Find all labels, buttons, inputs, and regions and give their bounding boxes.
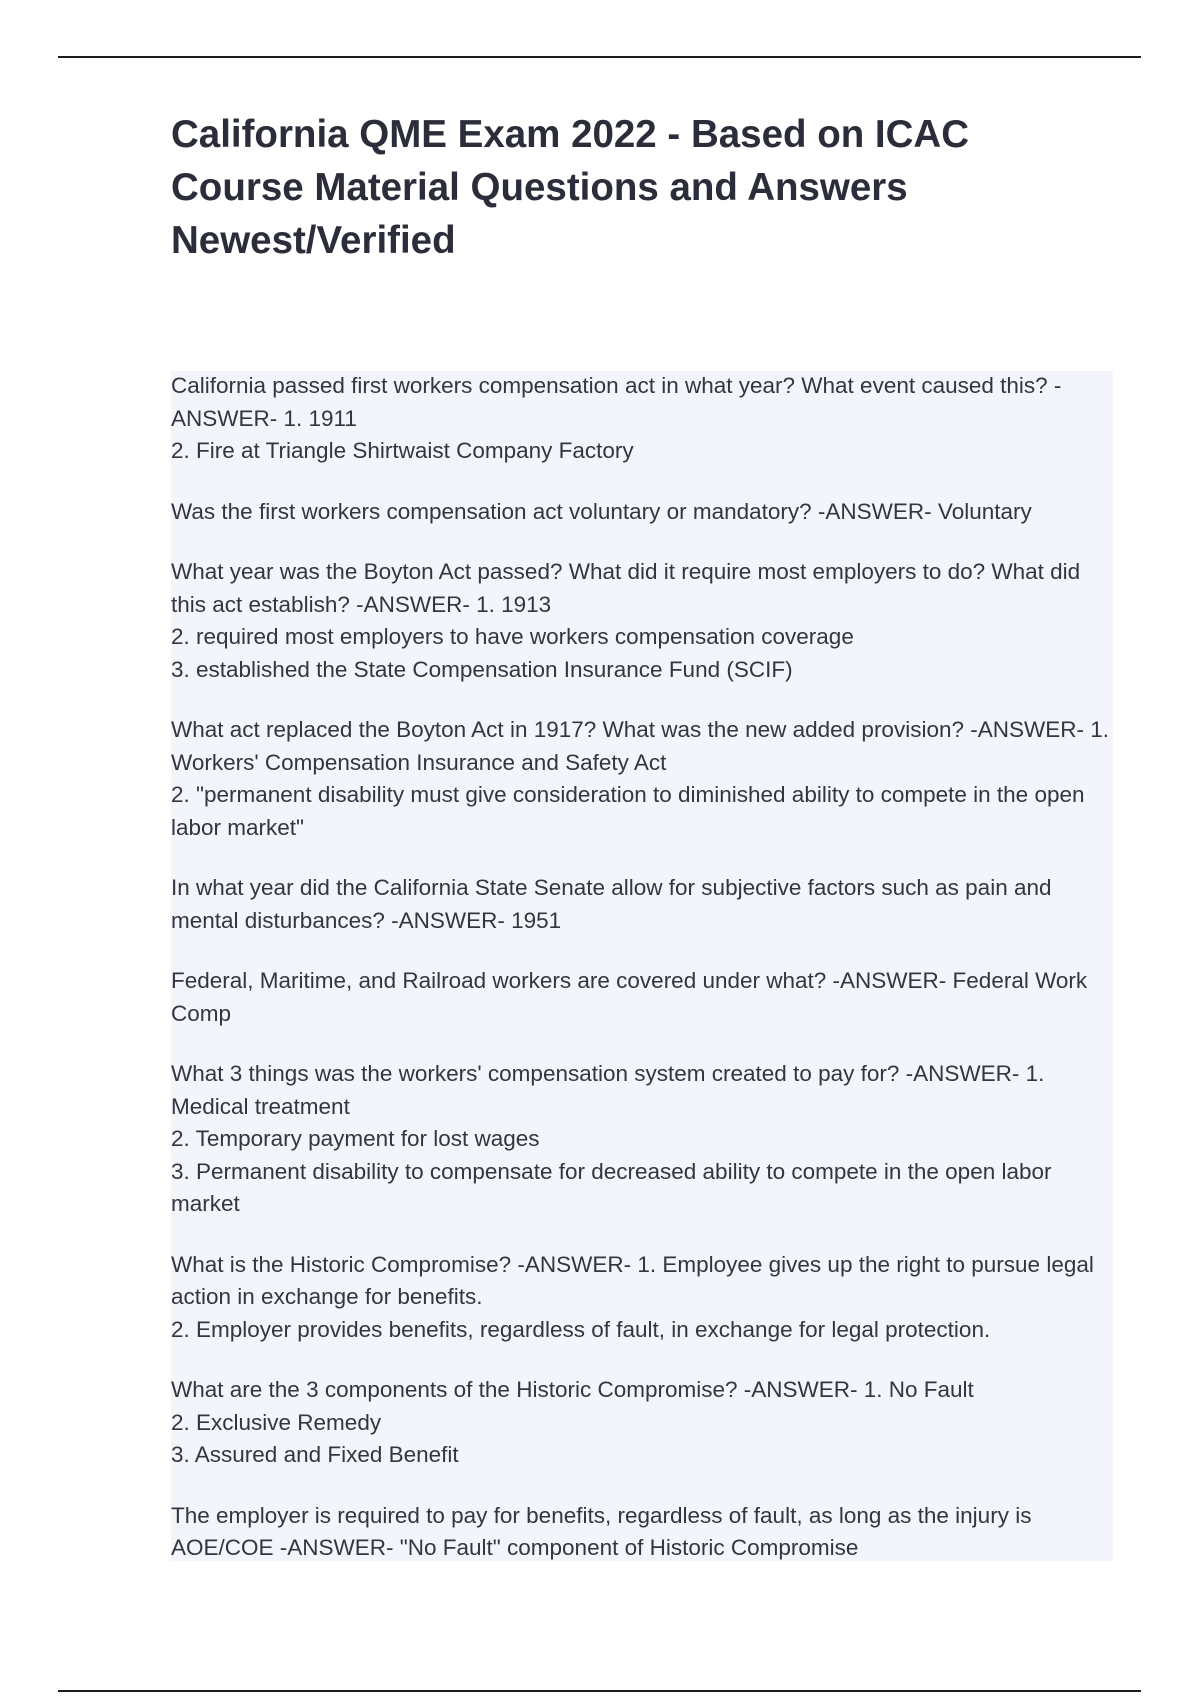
top-divider [58, 56, 1141, 58]
document-title: California QME Exam 2022 - Based on ICAC Course Material Questions and Answers Newest/Verified [171, 113, 970, 262]
qa-item: What act replaced the Boyton Act in 1917? What was the new added provision? -ANSWER- 1. Workers' Compensation Insurance and Safety Act 2. "permanent disability must give consideration to diminished ability to compete in the open labor market" [171, 717, 1109, 840]
qa-item: The employer is required to pay for benefits, regardless of fault, as long as the injury is AOE/COE -ANSWER- "No Fault" component of Historic Compromise [171, 1502, 1032, 1560]
qa-item: California passed first workers compensation act in what year? What event caused this? -ANSWER- 1. 1911 2. Fire at Triangle Shirtwaist Company Factory [171, 373, 1062, 463]
qa-item: In what year did the California State Senate allow for subjective factors such as pain and mental disturbances? -ANSWER- 1951 [171, 875, 1052, 933]
qa-list [171, 370, 1121, 1593]
qa-item: What is the Historic Compromise? -ANSWER- 1. Employee gives up the right to pursue legal action in exchange for benefits. 2. Employer provides benefits, regardless of fault, in exchange for legal protection. [171, 1251, 1094, 1342]
qa-item: What year was the Boyton Act passed? What did it require most employers to do? What did this act establish? -ANSWER- 1. 1913 2. required most employers to have workers compensation coverage 3. established the State Compensation Insurance Fund (SCIF) [171, 559, 1081, 682]
qa-item: What are the 3 components of the Historic Compromise? -ANSWER- 1. No Fault 2. Exclusive Remedy 3. Assured and Fixed Benefit [171, 1377, 974, 1467]
qa-item: Federal, Maritime, and Railroad workers are covered under what? -ANSWER- Federal Work Comp [171, 968, 1088, 1026]
qa-item: What 3 things was the workers' compensation system created to pay for? -ANSWER- 1. Medical treatment 2. Temporary payment for lost wages 3. Permanent disability to compensate for decreased ability to compete in the open labor market [171, 1061, 1052, 1216]
bottom-divider [58, 1690, 1141, 1692]
qa-item: Was the first workers compensation act voluntary or mandatory? -ANSWER- Voluntary [171, 498, 1032, 524]
